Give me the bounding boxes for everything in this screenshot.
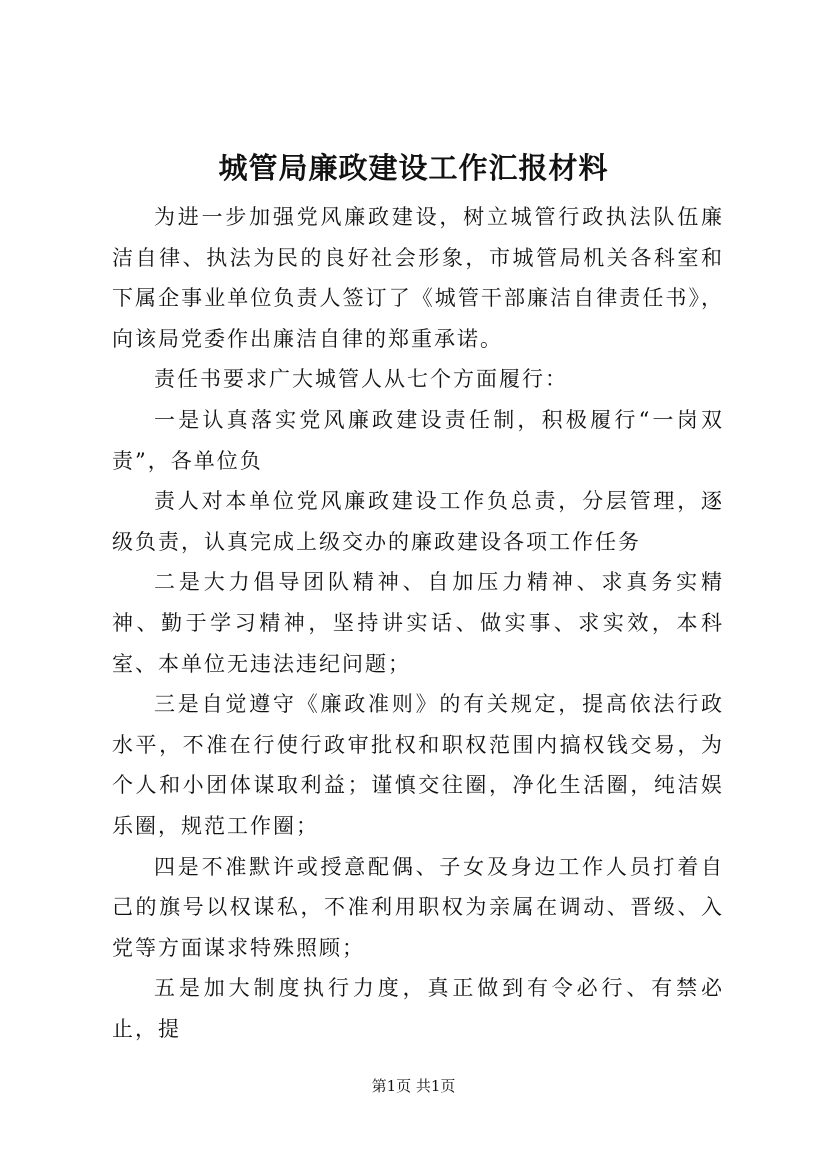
paragraph: 责人对本单位党风廉政建设工作负总责，分层管理，逐级负责，认真完成上级交办的廉政建设各项工作任务 [112,489,724,554]
document-body [112,197,724,1049]
paragraph: 一是认真落实党风廉政建设责任制，积极履行“一岗双责”，各单位负 [112,407,724,473]
page-number-footer: 第1页 共1页 [371,1077,456,1095]
paragraph: 为进一步加强党风廉政建设，树立城管行政执法队伍廉洁自律、执法为民的良好社会形象，市城管局机关各科室和下属企事业单位负责人签订了《城管干部廉洁自律责任书》，向该局党委作出廉洁自律的郑重承诺。 [112,205,724,351]
paragraph: 四是不准默许或授意配偶、子女及身边工作人员打着自己的旗号以权谋私，不准利用职权为亲属在调动、晋级、入党等方面谋求特殊照顾； [112,854,724,960]
document-title: 城管局廉政建设工作汇报材料 [218,151,609,185]
paragraph: 五是加大制度执行力度，真正做到有令必行、有禁必止，提 [112,976,724,1041]
paragraph: 二是大力倡导团队精神、自加压力精神、求真务实精神、勤于学习精神，坚持讲实话、做实事、求实效，本科室、本单位无违法违纪问题； [112,570,724,676]
paragraph: 责任书要求广大城管人从七个方面履行： [154,367,568,392]
paragraph: 三是自觉遵守《廉政准则》的有关规定，提高依法行政水平，不准在行使行政审批权和职权范围内搞权钱交易，为个人和小团体谋取利益；谨慎交往圈，净化生活圈，纯洁娱乐圈，规范工作圈； [112,692,724,838]
